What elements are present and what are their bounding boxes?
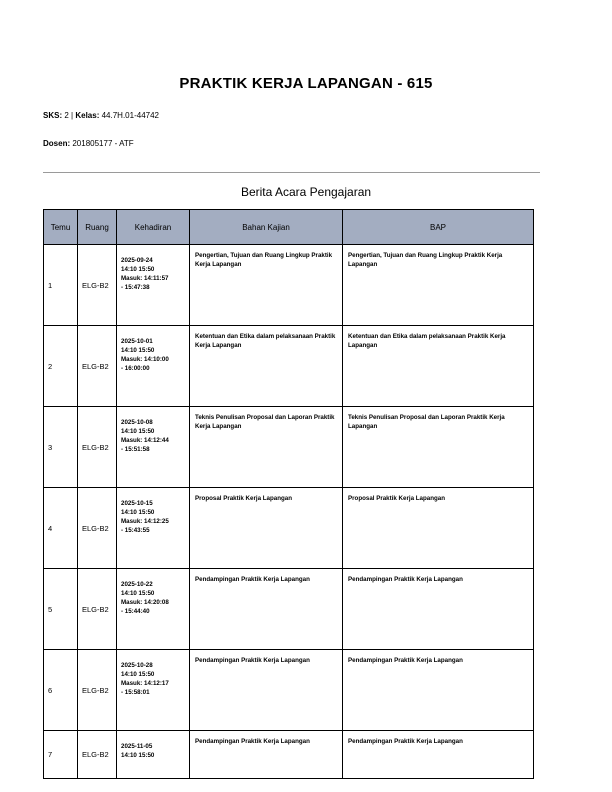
column-header-bap: BAP	[343, 210, 534, 245]
page-title: PRAKTIK KERJA LAPANGAN - 615	[179, 75, 433, 92]
bap-cell: Pendampingan Praktik Kerja Lapangan	[343, 731, 534, 779]
ruang-cell: ELG-B2	[78, 650, 117, 731]
temu-cell: 2	[44, 326, 78, 407]
column-header-temu: Temu	[44, 210, 78, 245]
ruang-cell: ELG-B2	[78, 245, 117, 326]
dosen-value: 201805177 - ATF	[72, 139, 134, 148]
section-divider	[43, 172, 540, 173]
ruang-cell: ELG-B2	[78, 326, 117, 407]
kelas-value: 44.7H.01-44742	[101, 111, 159, 120]
lecturer-meta-line	[43, 139, 134, 148]
bap-cell: Proposal Praktik Kerja Lapangan	[343, 488, 534, 569]
bahan-kajian-cell: Pendampingan Praktik Kerja Lapangan	[190, 731, 343, 779]
table-row	[44, 407, 534, 488]
table-header-row	[44, 210, 534, 245]
kehadiran-cell: 2025-09-24 14:10 15:50 Masuk: 14:11:57 - 15:47:38	[117, 245, 190, 326]
column-header-bahan-kajian: Bahan Kajian	[190, 210, 343, 245]
table-row	[44, 731, 534, 779]
teaching-record-table	[43, 209, 534, 779]
temu-cell: 4	[44, 488, 78, 569]
kelas-label: Kelas:	[75, 111, 100, 120]
temu-cell: 3	[44, 407, 78, 488]
kehadiran-cell: 2025-10-08 14:10 15:50 Masuk: 14:12:44 - 15:51:58	[117, 407, 190, 488]
table-row	[44, 488, 534, 569]
bap-cell: Pendampingan Praktik Kerja Lapangan	[343, 650, 534, 731]
bahan-kajian-cell: Ketentuan dan Etika dalam pelaksanaan Praktik Kerja Lapangan	[190, 326, 343, 407]
bap-cell: Teknis Penulisan Proposal dan Laporan Praktik Kerja Lapangan	[343, 407, 534, 488]
ruang-cell: ELG-B2	[78, 488, 117, 569]
temu-cell: 7	[44, 731, 78, 779]
table-row	[44, 569, 534, 650]
ruang-cell: ELG-B2	[78, 731, 117, 779]
section-title: Berita Acara Pengajaran	[240, 185, 372, 199]
kehadiran-cell: 2025-10-28 14:10 15:50 Masuk: 14:12:17 - 15:58:01	[117, 650, 190, 731]
ruang-cell: ELG-B2	[78, 569, 117, 650]
temu-cell: 6	[44, 650, 78, 731]
sks-label: SKS:	[43, 111, 63, 120]
bahan-kajian-cell: Proposal Praktik Kerja Lapangan	[190, 488, 343, 569]
column-header-kehadiran: Kehadiran	[117, 210, 190, 245]
sks-value: 2	[64, 111, 69, 120]
table-row	[44, 245, 534, 326]
temu-cell: 1	[44, 245, 78, 326]
dosen-label: Dosen:	[43, 139, 71, 148]
bap-cell: Ketentuan dan Etika dalam pelaksanaan Praktik Kerja Lapangan	[343, 326, 534, 407]
column-header-ruang: Ruang	[78, 210, 117, 245]
table-row	[44, 650, 534, 731]
bap-cell: Pendampingan Praktik Kerja Lapangan	[343, 569, 534, 650]
course-meta-line	[43, 111, 159, 120]
kehadiran-cell: 2025-10-15 14:10 15:50 Masuk: 14:12:25 - 15:43:55	[117, 488, 190, 569]
meta-separator: |	[71, 111, 74, 120]
bahan-kajian-cell: Pendampingan Praktik Kerja Lapangan	[190, 650, 343, 731]
kehadiran-cell: 2025-11-05 14:10 15:50	[117, 731, 190, 779]
temu-cell: 5	[44, 569, 78, 650]
ruang-cell: ELG-B2	[78, 407, 117, 488]
bahan-kajian-cell: Pendampingan Praktik Kerja Lapangan	[190, 569, 343, 650]
bahan-kajian-cell: Pengertian, Tujuan dan Ruang Lingkup Praktik Kerja Lapangan	[190, 245, 343, 326]
kehadiran-cell: 2025-10-22 14:10 15:50 Masuk: 14:20:08 - 15:44:40	[117, 569, 190, 650]
table-row	[44, 326, 534, 407]
bap-cell: Pengertian, Tujuan dan Ruang Lingkup Praktik Kerja Lapangan	[343, 245, 534, 326]
kehadiran-cell: 2025-10-01 14:10 15:50 Masuk: 14:10:00 - 16:00:00	[117, 326, 190, 407]
bahan-kajian-cell: Teknis Penulisan Proposal dan Laporan Praktik Kerja Lapangan	[190, 407, 343, 488]
